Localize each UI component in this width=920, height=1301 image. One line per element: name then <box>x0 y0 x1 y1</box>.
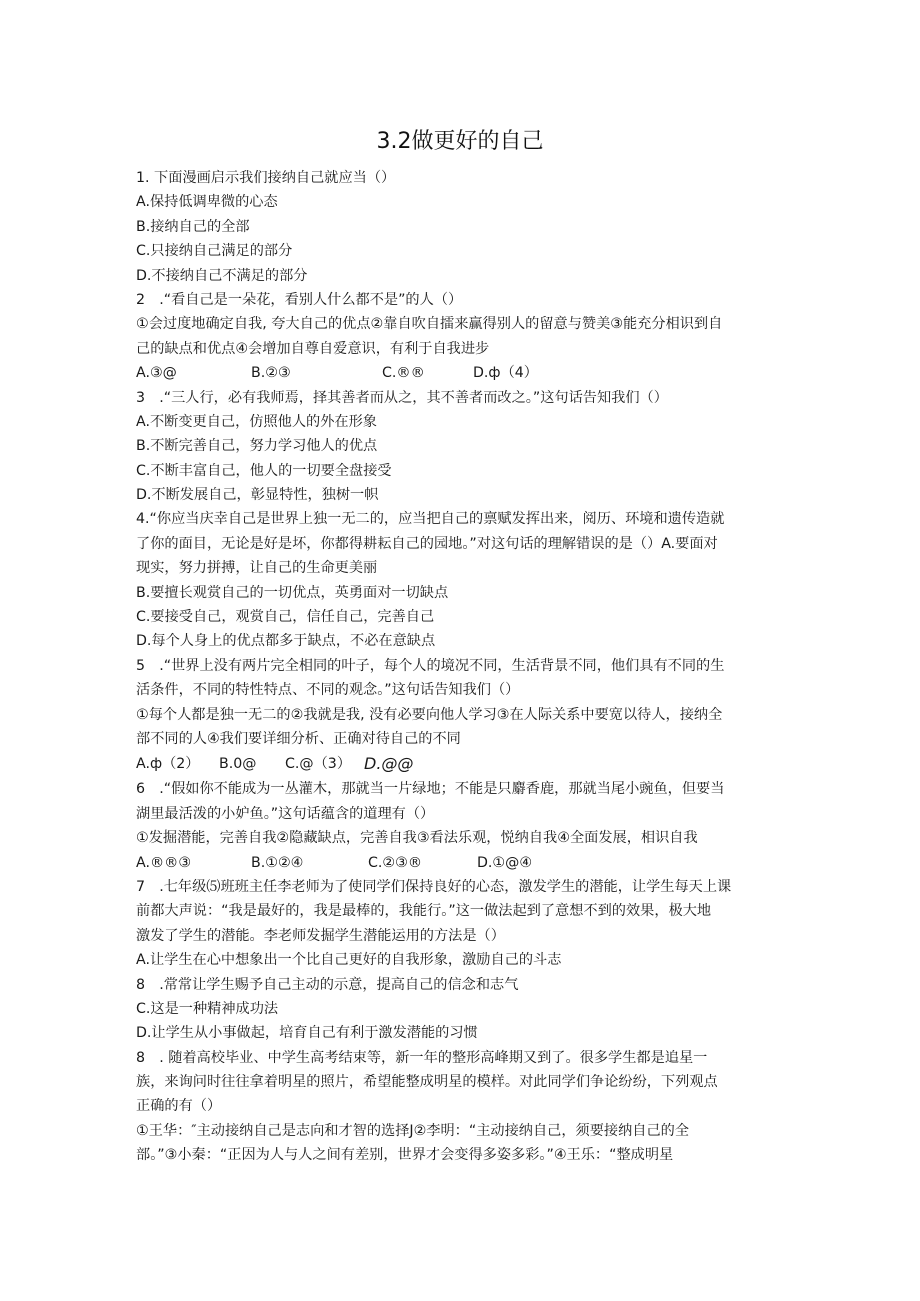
text-line: B.要擅长观赏自己的一切优点，英勇面对一切缺点 <box>136 584 449 601</box>
text-line: C.不断丰富自己，他人的一切要全盘接受 <box>136 462 392 479</box>
option-c: C.@（3） <box>285 756 352 773</box>
text-line: 活条件，不同的特性特点、不同的观念。”这句话告知我们（） <box>136 682 520 699</box>
option-d: D.@@ <box>364 754 414 774</box>
text-line: 己的缺点和优点④会增加自尊自爱意识，有利于自我进步 <box>136 340 490 357</box>
text-line: D.每个人身上的优点都多于缺点，不必在意缺点 <box>136 633 436 650</box>
option-a: A.ф（2） <box>136 756 200 773</box>
option-b: B.②③ <box>251 365 291 382</box>
option-a: A.®®③ <box>136 854 192 871</box>
text-line: B.接纳自己的全部 <box>136 218 250 235</box>
option-b: B.0@ <box>219 756 257 773</box>
option-c: C.®® <box>382 365 425 382</box>
text-line: 部。”③小秦：“正因为人与人之间有差别，世界才会变得多姿多彩。”④王乐：“整成明星 <box>136 1147 674 1164</box>
text-line: 正确的有（） <box>136 1098 222 1115</box>
text-line: A.不断变更自己，仿照他人的外在形象 <box>136 413 377 430</box>
text-line: D.不断发展自己，彰显特性，独树一帜 <box>136 487 379 504</box>
q2-options <box>136 361 786 385</box>
text-line: 8 .常常让学生赐予自己主动的示意，提高自己的信念和志气 <box>136 976 519 993</box>
page-title: 3.2做更好的自己 <box>376 129 544 154</box>
text-line: D.不接纳自己不满足的部分 <box>136 267 308 284</box>
text-line: 了你的面目，无论是好是坏，你都得耕耘自己的园地。”对这句话的理解错误的是（）A.要面对 <box>136 535 718 552</box>
text-line: D.让学生从小事做起，培育自己有利于激发潜能的习惯 <box>136 1025 478 1042</box>
text-line: A.保持低调卑微的心态 <box>136 194 278 211</box>
text-line: ①发掘潜能，完善自我②隐藏缺点，完善自我③看法乐观，悦纳自我④全面发展，相识自我 <box>136 830 698 847</box>
q5-options <box>136 751 786 777</box>
text-line: 5 .“世界上没有两片完全相同的叶子，每个人的境况不同，生活背景不同，他们具有不同的生 <box>136 657 725 674</box>
option-c: C.②③® <box>368 854 423 871</box>
text-line: 1. 下面漫画启示我们接纳自己就应当（） <box>136 170 396 186</box>
text-line: 前都大声说：“我是最好的，我是最棒的，我能行。”这一做法起到了意想不到的效果，极大地 <box>136 903 712 920</box>
text-line: ①王华：″主动接纳自己是志向和才智的选择J②李明：“主动接纳自己，须要接纳自己的全 <box>136 1122 690 1139</box>
text-line: 7 .七年级⑸班班主任李老师为了使同学们保持良好的心态，激发学生的潜能，让学生每天上课 <box>136 878 732 895</box>
text-line: B.不断完善自己，努力学习他人的优点 <box>136 438 378 455</box>
text-line: 部不同的人④我们要详细分析、正确对待自己的不同 <box>136 730 461 747</box>
text-line: 湖里最活泼的小妒鱼。”这句话蕴含的道理有（） <box>136 805 435 822</box>
text-line: C.只接纳自己满足的部分 <box>136 243 293 260</box>
text-line: ①会过度地确定自我, 夸大自己的优点②靠自吹自擂来赢得别人的留意与赞美③能充分相识到自 <box>136 316 723 333</box>
option-a: A.③@ <box>136 365 177 382</box>
q6-options <box>136 851 786 875</box>
text-line: 3 .“三人行，必有我师焉，择其善者而从之，其不善者而改之。”这句话告知我们（） <box>136 389 668 406</box>
text-line: 8 . 随着高校毕业、中学生高考结束等，新一年的整形高峰期又到了。很多学生都是追星一 <box>136 1049 708 1066</box>
option-d: D.ф（4） <box>473 365 538 382</box>
text-line: 6 .“假如你不能成为一丛灌木，那就当一片绿地；不能是只麝香鹿，那就当尾小豌鱼，但要当 <box>136 781 725 798</box>
text-line: A.让学生在心中想象出一个比自己更好的自我形象，激励自己的斗志 <box>136 952 562 969</box>
text-line: 4.“你应当庆幸自己是世界上独一无二的，应当把自己的禀赋发挥出来，阅历、环境和遗传造就 <box>136 511 725 528</box>
text-line: ①每个人都是独一无二的②我就是我, 没有必要向他人学习③在人际关系中要宽以待人，接纳全 <box>136 706 723 723</box>
text-line: 激发了学生的潜能。李老师发掘学生潜能运用的方法是（） <box>136 927 505 944</box>
option-b: B.①②④ <box>251 854 304 871</box>
text-line: 族，来询问时往往拿着明星的照片，希望能整成明星的模样。对此同学们争论纷纷，下列观点 <box>136 1074 718 1091</box>
text-line: 2 .“看自己是一朵花，看别人什么都不是”的人（） <box>136 291 463 308</box>
option-d: D.①@④ <box>477 854 533 871</box>
text-line: C.要接受自己，观赏自己，信任自己，完善自己 <box>136 609 435 626</box>
question-content <box>136 166 786 1168</box>
text-line: 现实，努力拼搏，让自己的生命更美丽 <box>136 560 378 577</box>
text-line: C.这是一种精神成功法 <box>136 1000 279 1017</box>
